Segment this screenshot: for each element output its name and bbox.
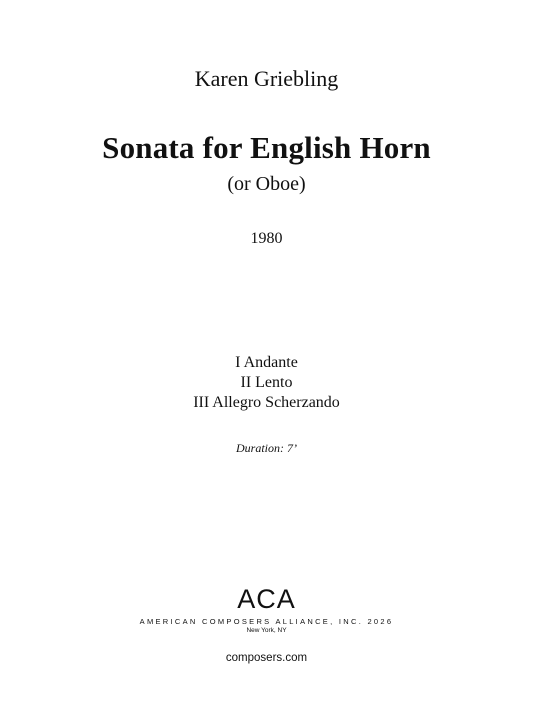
publisher-website: composers.com (225, 652, 308, 664)
publisher-name: AMERICAN COMPOSERS ALLIANCE, INC. 2026 (139, 617, 394, 626)
movement-item: III Allegro Scherzando (193, 394, 340, 411)
work-subtitle: (or Oboe) (227, 173, 306, 195)
publisher-city: New York, NY (246, 627, 287, 634)
composition-year: 1980 (250, 230, 283, 247)
movement-item: II Lento (240, 374, 293, 391)
publisher-logo: ACA (237, 584, 296, 614)
duration: Duration: 7’ (236, 441, 297, 455)
work-title: Sonata for English Horn (102, 130, 431, 165)
movement-item: I Andante (235, 354, 298, 371)
movement-list (0, 353, 533, 413)
composer-name: Karen Griebling (194, 66, 339, 91)
